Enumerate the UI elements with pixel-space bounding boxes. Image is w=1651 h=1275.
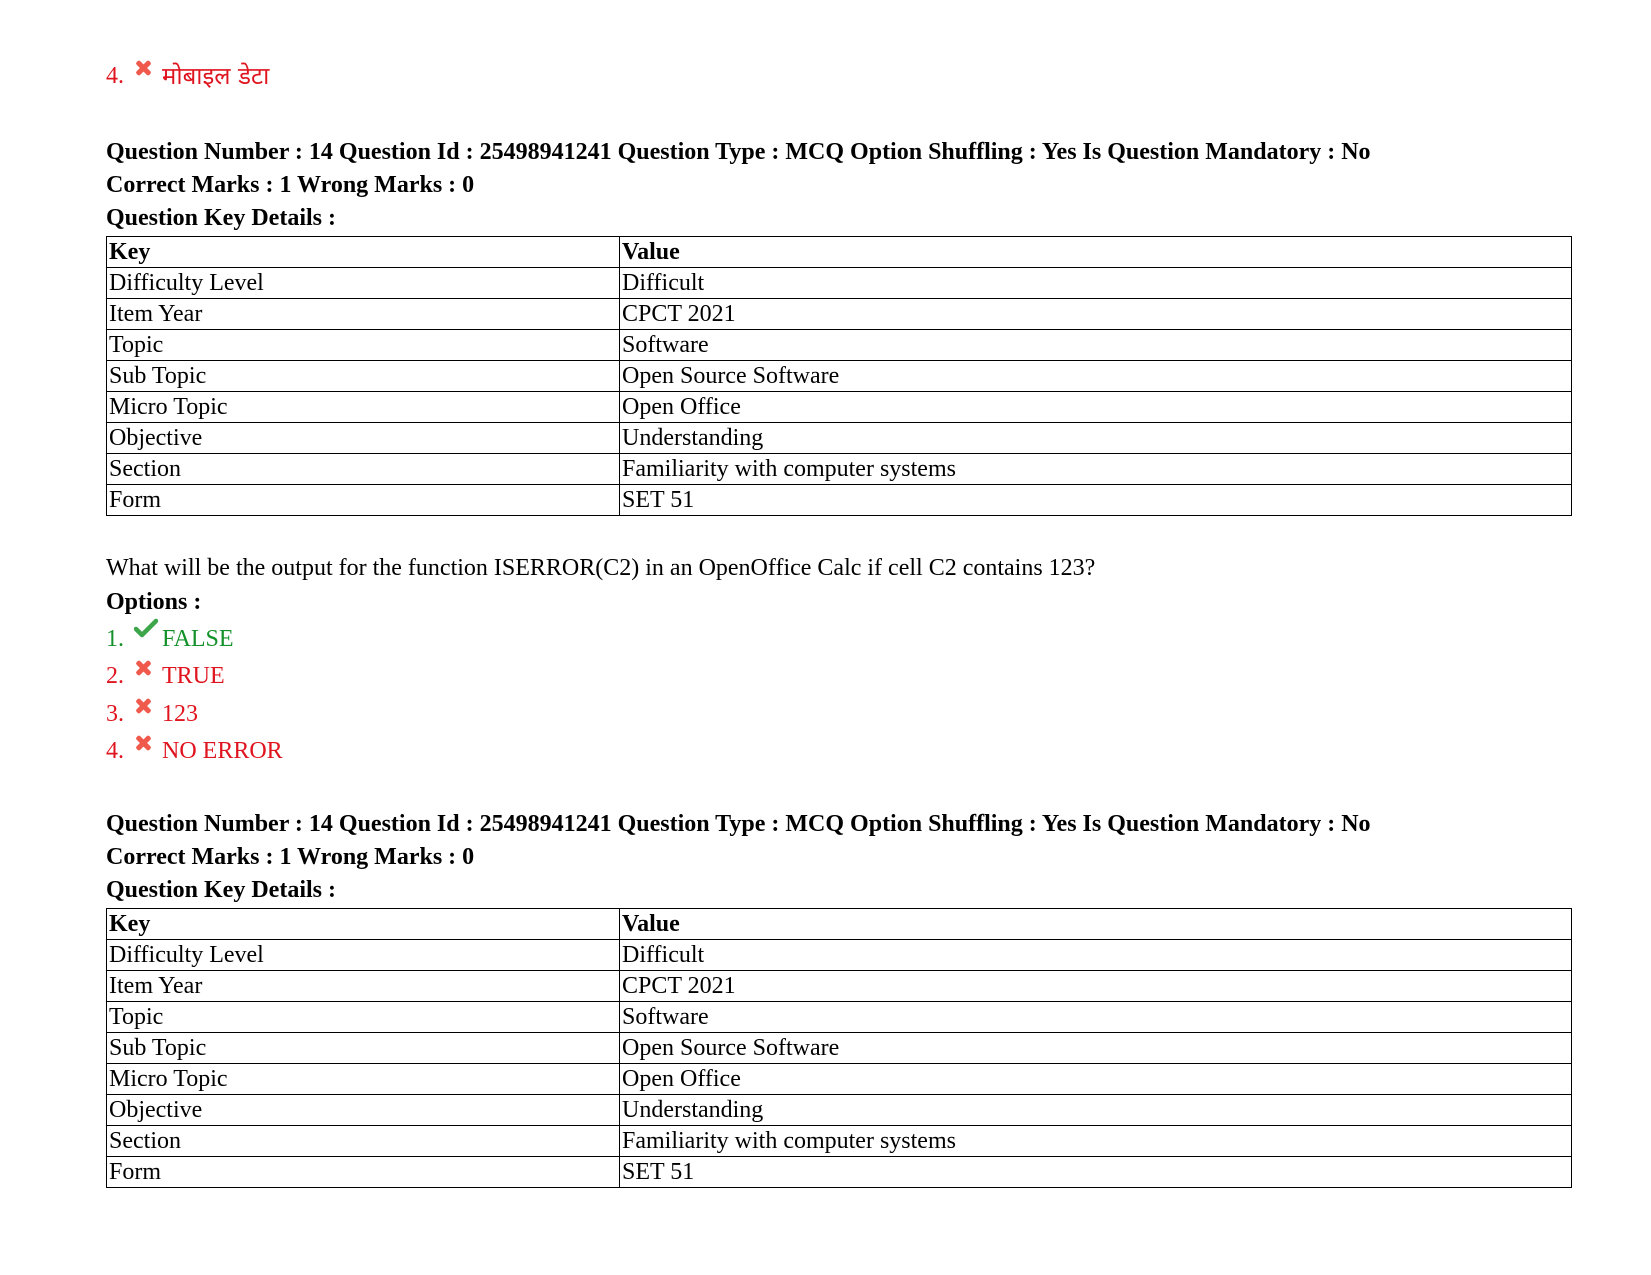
row-value: Open Office [620, 1064, 1572, 1095]
table-row [107, 299, 1572, 330]
table-row [107, 1064, 1572, 1095]
marks-line: Correct Marks : 1 Wrong Marks : 0 [106, 844, 475, 870]
question-meta-line: Question Number : 14 Question Id : 25498941241 Question Type : MCQ Option Shuffling : Yes Is Question Mandatory : No [106, 811, 1371, 837]
table-row [107, 1002, 1572, 1033]
cross-icon [134, 655, 162, 685]
table-row [107, 1126, 1572, 1157]
row-value: Open Source Software [620, 1033, 1572, 1064]
check-icon [134, 618, 162, 638]
row-value: Difficult [620, 268, 1572, 299]
row-value: SET 51 [620, 1157, 1572, 1188]
option-text: NO ERROR [162, 738, 283, 764]
row-key: Difficulty Level [107, 940, 620, 971]
table-row [107, 1033, 1572, 1064]
table-row [107, 454, 1572, 485]
header-value: Value [620, 909, 1572, 940]
row-value: Understanding [620, 1095, 1572, 1126]
table-row [107, 423, 1572, 454]
option-row [106, 61, 269, 91]
cross-icon [134, 693, 162, 723]
row-value: Familiarity with computer systems [620, 454, 1572, 485]
row-key: Topic [107, 1002, 620, 1033]
table-row [107, 1095, 1572, 1126]
row-value: Familiarity with computer systems [620, 1126, 1572, 1157]
table-row [107, 971, 1572, 1002]
row-key: Sub Topic [107, 361, 620, 392]
row-value: Software [620, 330, 1572, 361]
row-value: SET 51 [620, 485, 1572, 516]
option-text: मोबाइल डेटा [162, 62, 270, 90]
table-row [107, 1157, 1572, 1188]
row-key: Topic [107, 330, 620, 361]
row-key: Micro Topic [107, 1064, 620, 1095]
row-key: Form [107, 485, 620, 516]
header-value: Value [620, 237, 1572, 268]
option-number: 2. [106, 663, 124, 689]
marks-line: Correct Marks : 1 Wrong Marks : 0 [106, 172, 475, 198]
table-header-row [107, 237, 1572, 268]
header-key: Key [107, 909, 620, 940]
option-number: 1. [106, 626, 124, 652]
row-key: Objective [107, 423, 620, 454]
header-key: Key [107, 237, 620, 268]
option-number: 4. [106, 738, 124, 764]
row-key: Sub Topic [107, 1033, 620, 1064]
table-row [107, 485, 1572, 516]
row-key: Item Year [107, 971, 620, 1002]
key-details-table [106, 236, 1572, 516]
row-key: Section [107, 454, 620, 485]
option-row [106, 699, 198, 729]
table-row [107, 268, 1572, 299]
option-number: 3. [106, 701, 124, 727]
row-value: Software [620, 1002, 1572, 1033]
key-details-label: Question Key Details : [106, 205, 336, 231]
row-value: Open Source Software [620, 361, 1572, 392]
cross-icon [134, 730, 162, 760]
table-header-row [107, 909, 1572, 940]
row-value: Understanding [620, 423, 1572, 454]
row-key: Difficulty Level [107, 268, 620, 299]
cross-icon [134, 55, 162, 85]
row-key: Objective [107, 1095, 620, 1126]
option-row [106, 736, 283, 766]
table-row [107, 940, 1572, 971]
row-key: Section [107, 1126, 620, 1157]
options-label: Options : [106, 589, 202, 615]
option-row [106, 624, 234, 654]
option-text: TRUE [162, 663, 225, 689]
row-key: Item Year [107, 299, 620, 330]
row-value: Difficult [620, 940, 1572, 971]
key-details-table [106, 908, 1572, 1188]
row-value: CPCT 2021 [620, 299, 1572, 330]
option-text: 123 [162, 701, 198, 727]
row-key: Micro Topic [107, 392, 620, 423]
row-key: Form [107, 1157, 620, 1188]
table-row [107, 392, 1572, 423]
option-text: FALSE [162, 626, 234, 652]
option-number: 4. [106, 63, 124, 89]
table-row [107, 330, 1572, 361]
key-details-label: Question Key Details : [106, 877, 336, 903]
question-meta-line: Question Number : 14 Question Id : 25498941241 Question Type : MCQ Option Shuffling : Yes Is Question Mandatory : No [106, 139, 1371, 165]
row-value: CPCT 2021 [620, 971, 1572, 1002]
option-row [106, 661, 225, 691]
table-row [107, 361, 1572, 392]
question-text: What will be the output for the function ISERROR(C2) in an OpenOffice Calc if cell C2 contains 123? [106, 555, 1096, 581]
row-value: Open Office [620, 392, 1572, 423]
